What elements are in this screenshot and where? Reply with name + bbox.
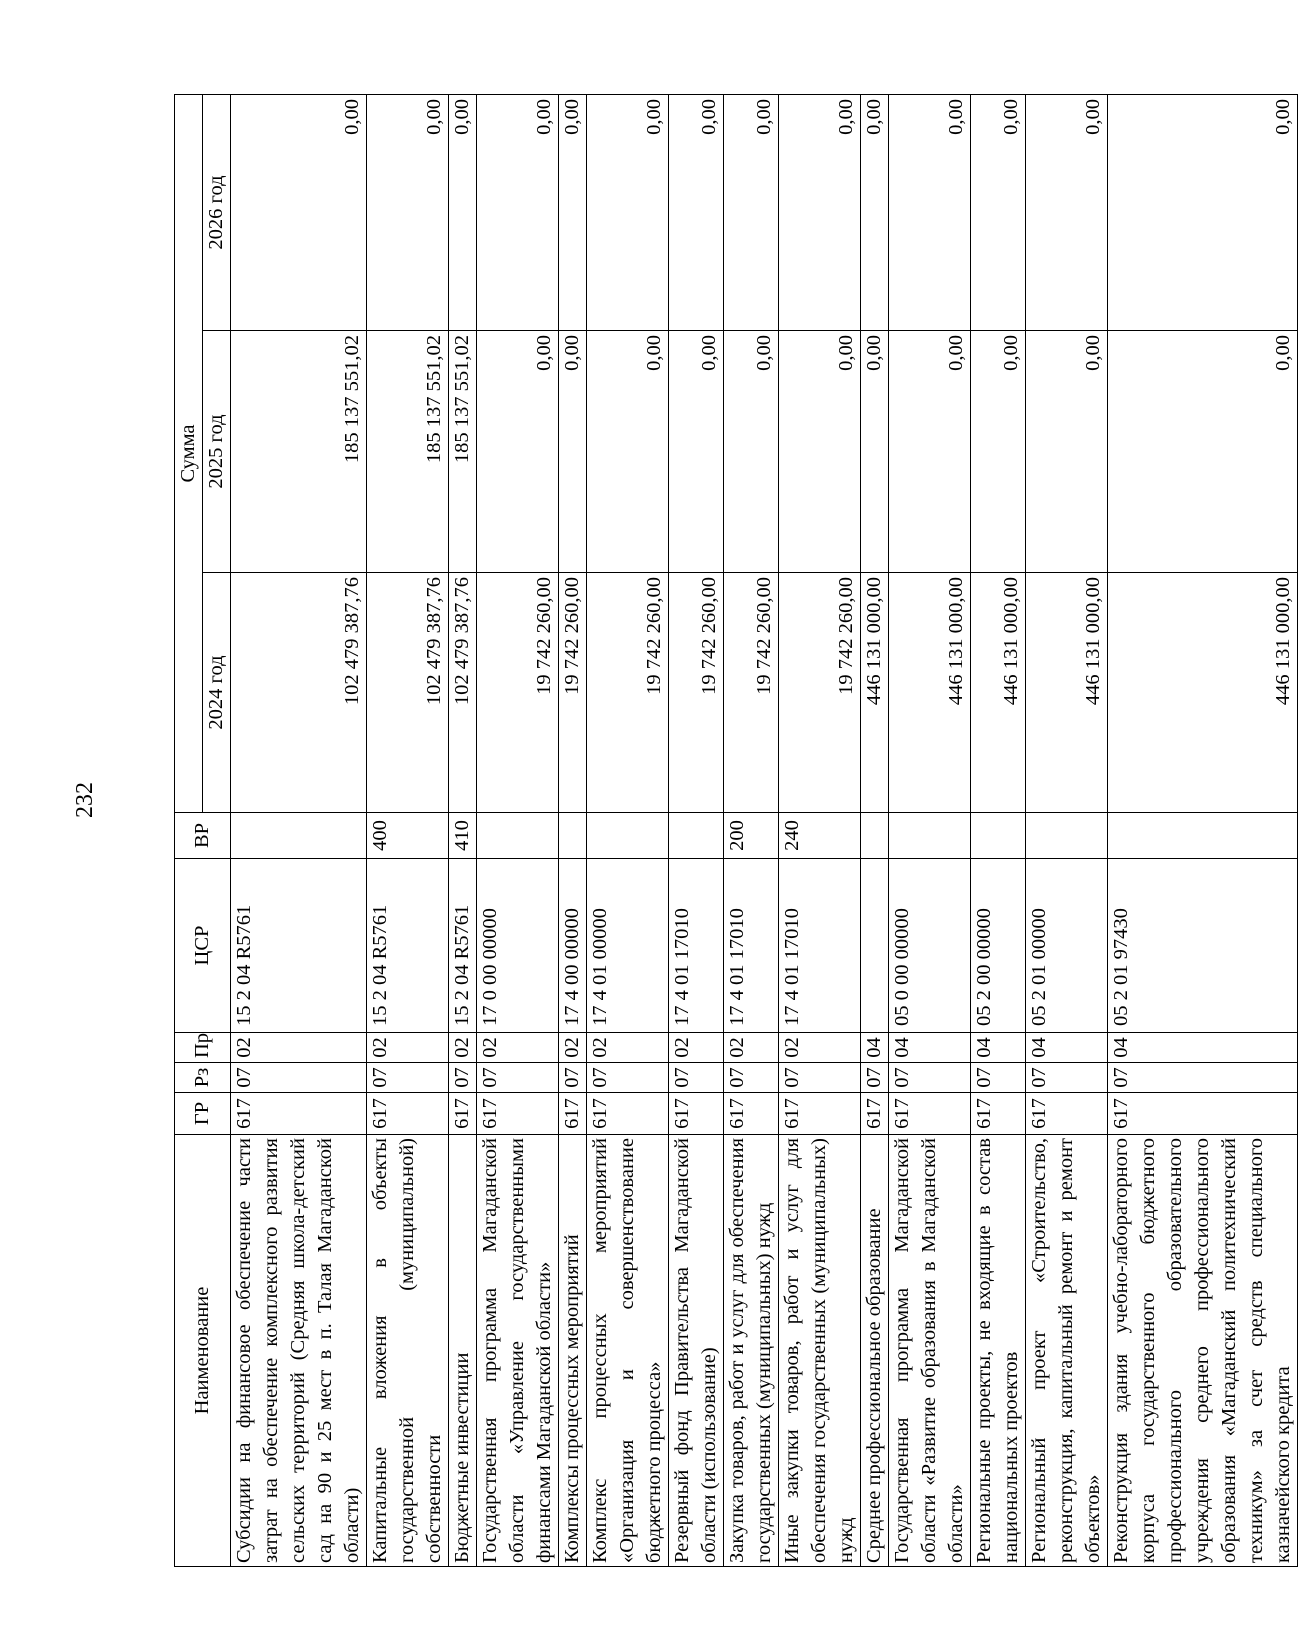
row-rz: 07 xyxy=(889,1063,971,1093)
row-sum-2024: 19 742 260,00 xyxy=(724,573,779,813)
header-sum: Сумма xyxy=(175,94,203,812)
table-row xyxy=(669,94,724,1566)
row-sum-2025: 0,00 xyxy=(1026,331,1108,573)
table-row xyxy=(231,94,367,1566)
row-name: Реконструкция здания учебно-лабораторного корпуса государственного бюджетного профессионального образовательного учреждения среднего профессионального образования «Магаданский политехнический техникум» за счет средств специального казначейского кредита xyxy=(1108,1135,1298,1567)
row-sum-2024: 446 131 000,00 xyxy=(889,573,971,813)
table-row xyxy=(889,94,971,1566)
row-vr: 410 xyxy=(449,813,477,859)
row-sum-2025: 0,00 xyxy=(587,331,669,573)
row-vr: 400 xyxy=(367,813,449,859)
row-gr: 617 xyxy=(669,1093,724,1135)
row-name: Резервный фонд Правительства Магаданской области (использование) xyxy=(669,1135,724,1567)
row-sum-2026: 0,00 xyxy=(724,94,779,330)
row-csr: 15 2 04 R5761 xyxy=(367,859,449,1033)
row-csr: 05 2 00 00000 xyxy=(971,859,1026,1033)
row-vr: 200 xyxy=(724,813,779,859)
row-rz: 07 xyxy=(477,1063,559,1093)
row-sum-2025: 0,00 xyxy=(724,331,779,573)
row-sum-2025: 0,00 xyxy=(559,331,587,573)
table-row xyxy=(724,94,779,1566)
row-sum-2025: 185 137 551,02 xyxy=(449,331,477,573)
row-sum-2024: 102 479 387,76 xyxy=(367,573,449,813)
header-pr: Пр xyxy=(175,1033,231,1063)
row-sum-2026: 0,00 xyxy=(587,94,669,330)
row-gr: 617 xyxy=(1108,1093,1298,1135)
table-row xyxy=(587,94,669,1566)
row-gr: 617 xyxy=(477,1093,559,1135)
table-row xyxy=(1108,94,1298,1566)
row-sum-2024: 446 131 000,00 xyxy=(971,573,1026,813)
row-csr: 17 0 00 00000 xyxy=(477,859,559,1033)
row-csr: 17 4 01 17010 xyxy=(669,859,724,1033)
row-sum-2025: 0,00 xyxy=(889,331,971,573)
row-csr: 05 2 01 00000 xyxy=(1026,859,1108,1033)
row-sum-2024: 19 742 260,00 xyxy=(669,573,724,813)
row-pr: 02 xyxy=(669,1033,724,1063)
row-sum-2024: 19 742 260,00 xyxy=(587,573,669,813)
row-name: Региональный проект «Строительство, реконструкция, капитальный ремонт и ремонт объектов» xyxy=(1026,1135,1108,1567)
row-sum-2024: 19 742 260,00 xyxy=(559,573,587,813)
row-gr: 617 xyxy=(861,1093,889,1135)
row-sum-2025: 185 137 551,02 xyxy=(367,331,449,573)
row-vr xyxy=(861,813,889,859)
row-rz: 07 xyxy=(449,1063,477,1093)
table-row xyxy=(779,94,861,1566)
row-csr: 05 0 00 00000 xyxy=(889,859,971,1033)
row-csr: 17 4 01 17010 xyxy=(724,859,779,1033)
row-gr: 617 xyxy=(559,1093,587,1135)
row-rz: 07 xyxy=(587,1063,669,1093)
row-pr: 04 xyxy=(889,1033,971,1063)
row-sum-2025: 0,00 xyxy=(971,331,1026,573)
row-rz: 07 xyxy=(724,1063,779,1093)
header-name: Наименование xyxy=(175,1135,231,1567)
row-sum-2026: 0,00 xyxy=(231,94,367,330)
row-sum-2024: 102 479 387,76 xyxy=(449,573,477,813)
row-vr xyxy=(559,813,587,859)
row-gr: 617 xyxy=(587,1093,669,1135)
row-sum-2026: 0,00 xyxy=(669,94,724,330)
row-name: Среднее профессиональное образование xyxy=(861,1135,889,1567)
row-sum-2025: 185 137 551,02 xyxy=(231,331,367,573)
row-name: Закупка товаров, работ и услуг для обеспечения государственных (муниципальных) нужд xyxy=(724,1135,779,1567)
row-gr: 617 xyxy=(367,1093,449,1135)
row-csr: 15 2 04 R5761 xyxy=(231,859,367,1033)
row-csr xyxy=(861,859,889,1033)
row-name: Комплексы процессных мероприятий xyxy=(559,1135,587,1567)
row-pr: 04 xyxy=(971,1033,1026,1063)
page-number: 232 xyxy=(72,782,98,818)
row-pr: 04 xyxy=(1108,1033,1298,1063)
budget-table xyxy=(174,94,1298,1567)
table-row xyxy=(861,94,889,1566)
row-gr: 617 xyxy=(889,1093,971,1135)
row-rz: 07 xyxy=(779,1063,861,1093)
row-sum-2026: 0,00 xyxy=(889,94,971,330)
row-name: Субсидии на финансовое обеспечение части затрат на обеспечение комплексного развития сельских территорий (Средняя школа-детский сад на 90 и 25 мест в п. Талая Магаданской области) xyxy=(231,1135,367,1567)
row-sum-2026: 0,00 xyxy=(449,94,477,330)
row-sum-2024: 19 742 260,00 xyxy=(779,573,861,813)
row-name: Комплекс процессных мероприятий «Организация и совершенствование бюджетного процесса» xyxy=(587,1135,669,1567)
row-sum-2026: 0,00 xyxy=(1026,94,1108,330)
row-name: Иные закупки товаров, работ и услуг для обеспечения государственных (муниципальных) нужд xyxy=(779,1135,861,1567)
row-gr: 617 xyxy=(971,1093,1026,1135)
row-gr: 617 xyxy=(231,1093,367,1135)
row-pr: 02 xyxy=(449,1033,477,1063)
header-2026: 2026 год xyxy=(203,94,231,330)
row-gr: 617 xyxy=(1026,1093,1108,1135)
row-csr: 17 4 01 17010 xyxy=(779,859,861,1033)
row-rz: 07 xyxy=(1026,1063,1108,1093)
row-vr xyxy=(231,813,367,859)
table-row xyxy=(559,94,587,1566)
row-sum-2025: 0,00 xyxy=(477,331,559,573)
table-row xyxy=(971,94,1026,1566)
row-sum-2026: 0,00 xyxy=(1108,94,1298,330)
row-sum-2025: 0,00 xyxy=(669,331,724,573)
header-2025: 2025 год xyxy=(203,331,231,573)
row-rz: 07 xyxy=(861,1063,889,1093)
row-sum-2024: 446 131 000,00 xyxy=(1108,573,1298,813)
row-name: Государственная программа Магаданской области «Управление государственными финансами Магаданской области» xyxy=(477,1135,559,1567)
row-name: Государственная программа Магаданской области «Развитие образования в Магаданской области» xyxy=(889,1135,971,1567)
table-body xyxy=(231,94,1298,1566)
row-pr: 02 xyxy=(477,1033,559,1063)
row-csr: 17 4 01 00000 xyxy=(587,859,669,1033)
row-vr xyxy=(477,813,559,859)
header-2024: 2024 год xyxy=(203,573,231,813)
header-row-1 xyxy=(175,94,203,1566)
row-csr: 17 4 00 00000 xyxy=(559,859,587,1033)
row-name: Бюджетные инвестиции xyxy=(449,1135,477,1567)
row-rz: 07 xyxy=(367,1063,449,1093)
row-sum-2026: 0,00 xyxy=(367,94,449,330)
row-sum-2026: 0,00 xyxy=(559,94,587,330)
row-vr xyxy=(669,813,724,859)
header-rz: Рз xyxy=(175,1063,231,1093)
row-sum-2024: 446 131 000,00 xyxy=(1026,573,1108,813)
row-vr xyxy=(889,813,971,859)
header-csr: ЦСР xyxy=(175,859,231,1033)
row-vr: 240 xyxy=(779,813,861,859)
row-sum-2026: 0,00 xyxy=(971,94,1026,330)
row-rz: 07 xyxy=(669,1063,724,1093)
row-sum-2025: 0,00 xyxy=(779,331,861,573)
row-pr: 02 xyxy=(231,1033,367,1063)
row-vr xyxy=(587,813,669,859)
header-gr: ГР xyxy=(175,1093,231,1135)
row-sum-2024: 19 742 260,00 xyxy=(477,573,559,813)
row-sum-2025: 0,00 xyxy=(1108,331,1298,573)
row-sum-2025: 0,00 xyxy=(861,331,889,573)
row-sum-2026: 0,00 xyxy=(861,94,889,330)
table-row xyxy=(367,94,449,1566)
row-vr xyxy=(971,813,1026,859)
row-gr: 617 xyxy=(724,1093,779,1135)
row-pr: 04 xyxy=(1026,1033,1108,1063)
row-pr: 02 xyxy=(587,1033,669,1063)
table-row xyxy=(449,94,477,1566)
budget-table-container xyxy=(174,95,1294,1567)
row-vr xyxy=(1026,813,1108,859)
row-rz: 07 xyxy=(971,1063,1026,1093)
row-name: Капитальные вложения в объекты государственной (муниципальной) собственности xyxy=(367,1135,449,1567)
row-rz: 07 xyxy=(231,1063,367,1093)
row-pr: 02 xyxy=(559,1033,587,1063)
table-row xyxy=(477,94,559,1566)
header-vr: ВР xyxy=(175,813,231,859)
row-sum-2024: 102 479 387,76 xyxy=(231,573,367,813)
row-gr: 617 xyxy=(779,1093,861,1135)
row-csr: 15 2 04 R5761 xyxy=(449,859,477,1033)
table-row xyxy=(1026,94,1108,1566)
row-sum-2026: 0,00 xyxy=(477,94,559,330)
row-name: Региональные проекты, не входящие в состав национальных проектов xyxy=(971,1135,1026,1567)
row-pr: 02 xyxy=(779,1033,861,1063)
row-pr: 02 xyxy=(367,1033,449,1063)
row-gr: 617 xyxy=(449,1093,477,1135)
row-pr: 02 xyxy=(724,1033,779,1063)
row-pr: 04 xyxy=(861,1033,889,1063)
row-csr: 05 2 01 97430 xyxy=(1108,859,1298,1033)
row-rz: 07 xyxy=(559,1063,587,1093)
row-vr xyxy=(1108,813,1298,859)
row-sum-2026: 0,00 xyxy=(779,94,861,330)
row-sum-2024: 446 131 000,00 xyxy=(861,573,889,813)
row-rz: 07 xyxy=(1108,1063,1298,1093)
